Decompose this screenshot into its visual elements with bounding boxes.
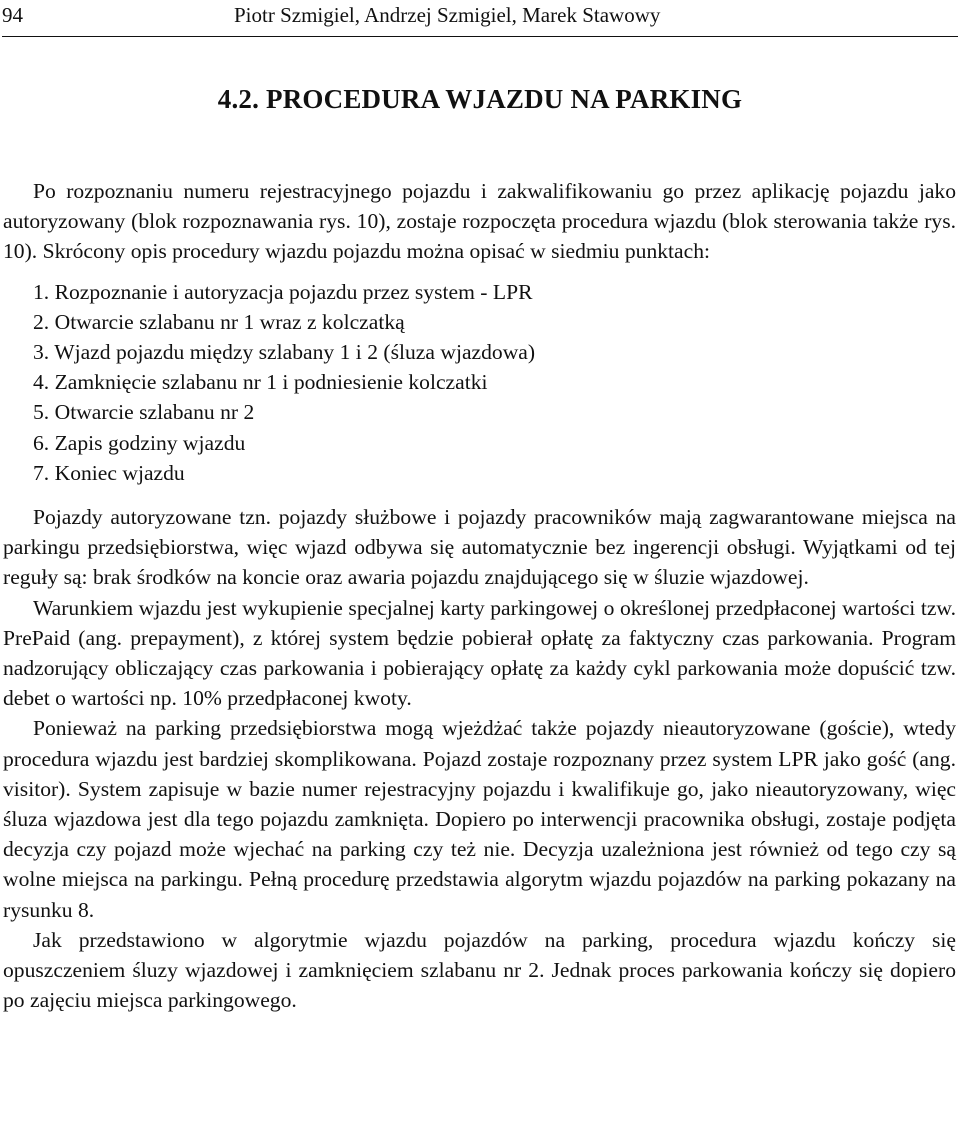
list-item: 4. Zamknięcie szlabanu nr 1 i podniesienie kolczatki: [33, 370, 488, 395]
list-item: 1. Rozpoznanie i autoryzacja pojazdu przez system - LPR: [33, 279, 533, 304]
list-item: 5. Otwarcie szlabanu nr 2: [33, 400, 255, 425]
list-item: 3. Wjazd pojazdu między szlabany 1 i 2 (śluza wjazdowa): [33, 340, 536, 365]
procedure-steps-list: [3, 277, 956, 488]
list-item: 7. Koniec wjazdu: [33, 460, 185, 485]
page-number: 94: [2, 3, 23, 27]
list-item: 2. Otwarcie szlabanu nr 1 wraz z kolczatką: [33, 309, 405, 334]
body-text: [3, 176, 956, 1015]
running-header: [2, 2, 958, 37]
section-title: 4.2. PROCEDURA WJAZDU NA PARKING: [217, 84, 743, 114]
paragraph-conclusion: Jak przedstawiono w algorytmie wjazdu pojazdów na parking, procedura wjazdu kończy się opuszczeniem śluzy wjazdowej i zamknięciem szlabanu nr 2. Jednak proces parkowania kończy się dopiero po zajęciu miejsca parkingowego.: [3, 927, 956, 1013]
paragraph-authorized-vehicles: Pojazdy autoryzowane tzn. pojazdy służbowe i pojazdy pracowników mają zagwarantowane miejsca na parkingu przedsiębiorstwa, więc wjazd odbywa się automatycznie bez ingerencji obsługi. Wyjątkami od tej reguły są: brak środków na koncie oraz awaria pojazdu znajdującego się w śluzie wjazdowej.: [3, 505, 956, 590]
intro-paragraph: Po rozpoznaniu numeru rejestracyjnego pojazdu i zakwalifikowaniu go przez aplikację pojazdu jako autoryzowany (blok rozpoznawania rys. 10), zostaje rozpoczęta procedura wjazdu (blok sterowania także rys. 10). Skrócony opis procedury wjazdu pojazdu można opisać w siedmiu punktach:: [3, 179, 956, 264]
list-item: 6. Zapis godziny wjazdu: [33, 430, 246, 455]
paragraph-entry-condition: Warunkiem wjazdu jest wykupienie specjalnej karty parkingowej o określonej przedpłaconej wartości tzw. PrePaid (ang. prepayment), z której system będzie pobierał opłatę za faktyczny czas parkowania. Program nadzorujący obliczający czas parkowania i pobierający opłatę za każdy cykl parkowania może dopuścić tzw. debet o wartości np. 10% przedpłaconej kwoty.: [3, 595, 956, 711]
running-head-authors: Piotr Szmigiel, Andrzej Szmigiel, Marek Stawowy: [234, 3, 661, 27]
paragraph-unauthorized-vehicles: Ponieważ na parking przedsiębiorstwa mogą wjeżdżać także pojazdy nieautoryzowane (goście), wtedy procedura wjazdu jest bardziej skomplikowana. Pojazd zostaje rozpoznany przez system LPR jako gość (ang. visitor). System zapisuje w bazie numer rejestracyjny pojazdu i kwalifikuje go, jako nieautoryzowany, więc śluza wjazdowa jest dla tego pojazdu zamknięta. Dopiero po interwencji pracownika obsługi, zostaje podjęta decyzja czy pojazd może wjechać na parking czy też nie. Decyzja uzależniona jest również od tego czy są wolne miejsca na parkingu. Pełną procedurę przedstawia algorytm wjazdu pojazdów na parking pokazany na rysunku 8.: [3, 716, 956, 922]
